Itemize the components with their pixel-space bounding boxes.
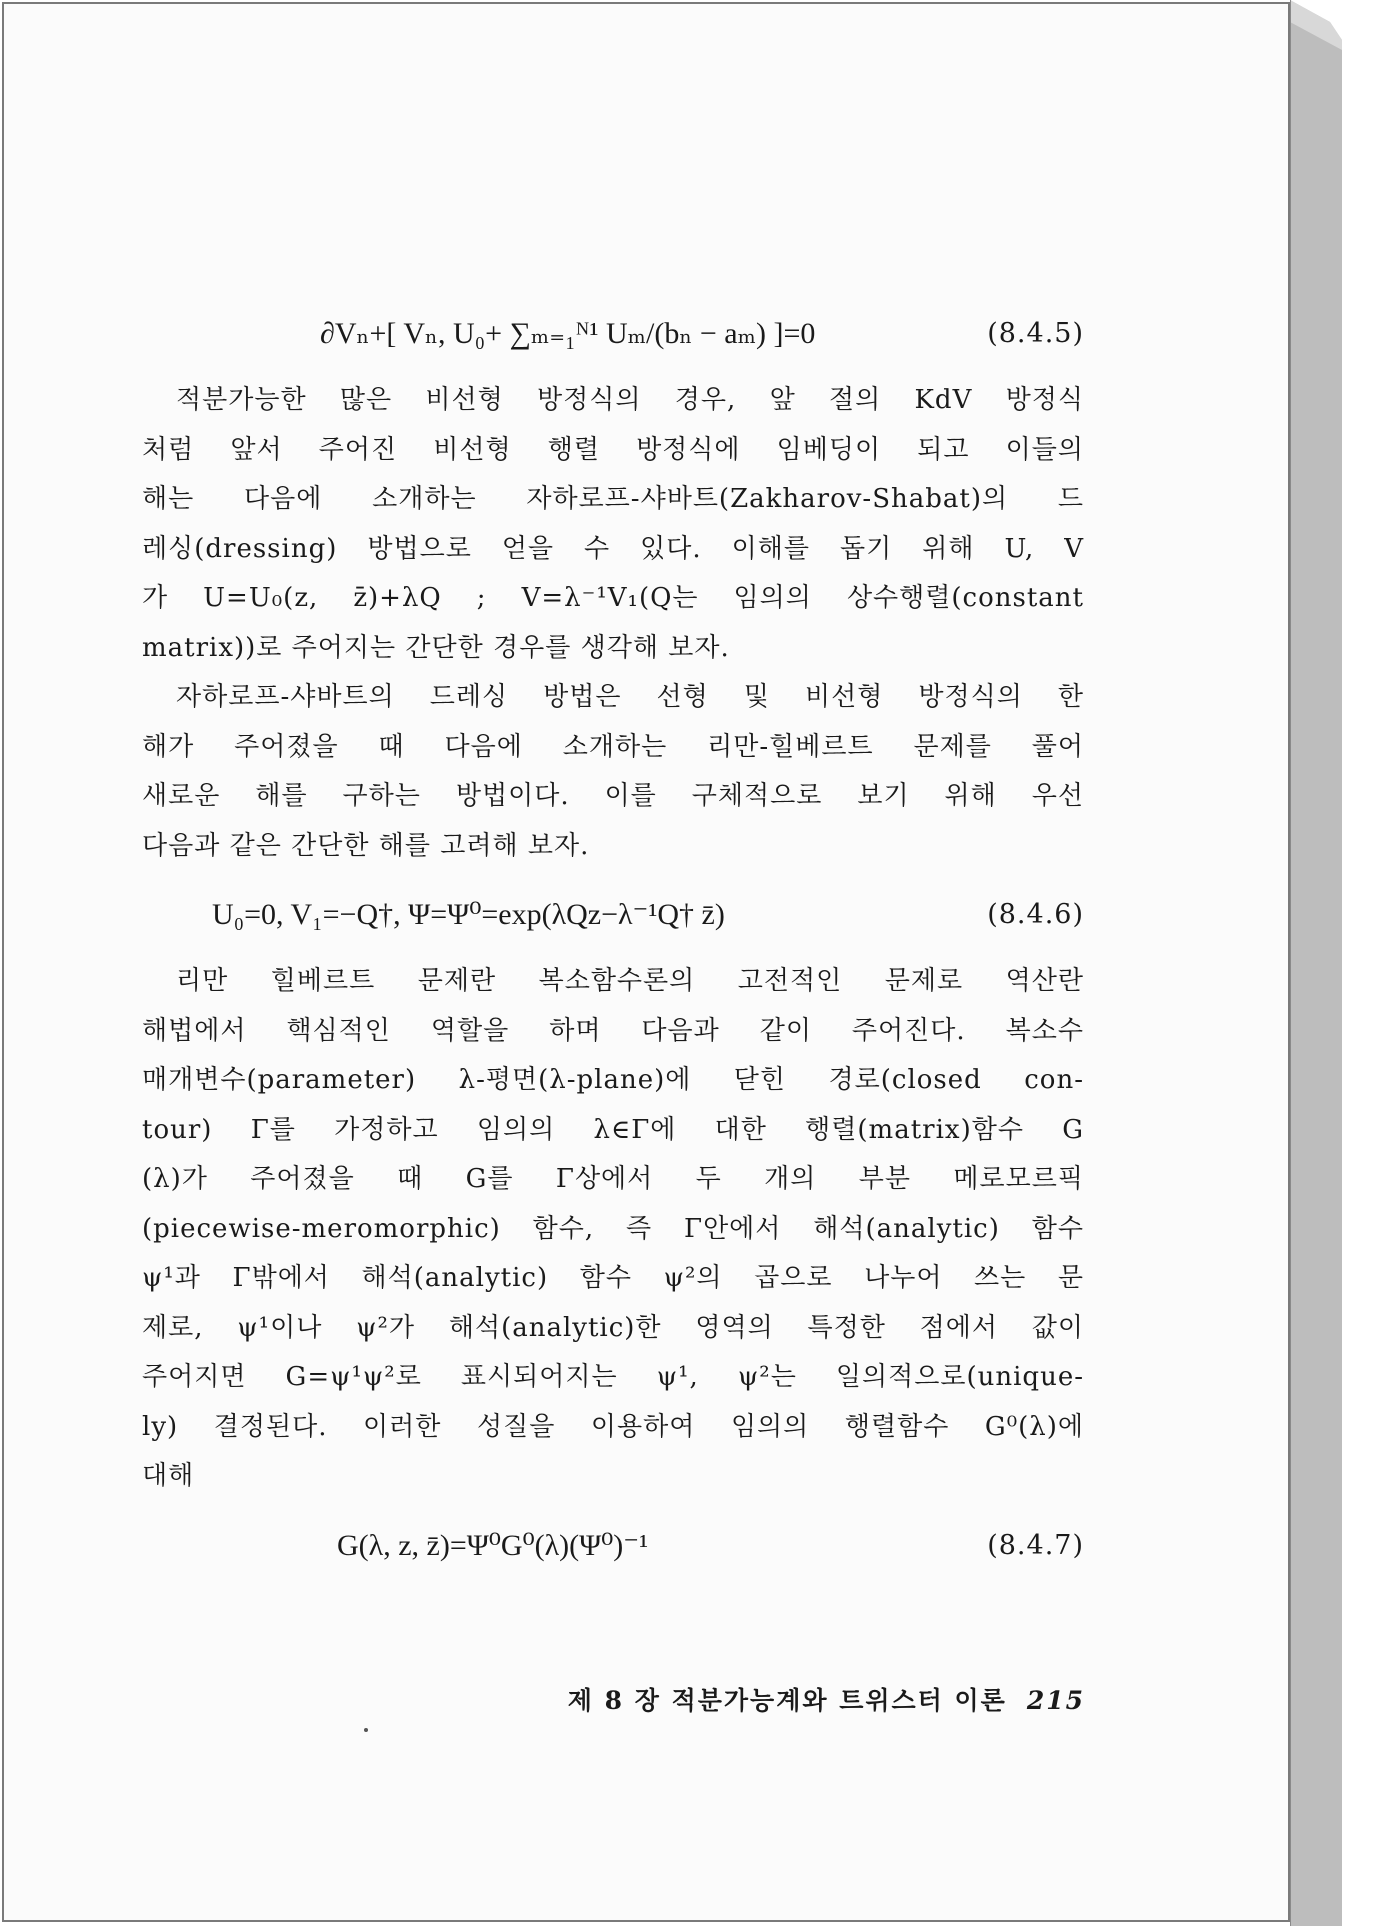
paragraph-3 [142,957,1084,1502]
text-line: tour) Γ를 가정하고 임의의 λ∈Γ에 대한 행렬(matrix)함수 G [142,1114,1084,1145]
text-line: 리만 힐베르트 문제란 복소함수론의 고전적인 문제로 역산란 [176,966,1084,996]
page-number: 215 [1026,1686,1085,1715]
text-line: 레싱(dressing) 방법으로 얻을 수 있다. 이해를 돕기 위해 U, V [142,533,1084,564]
page-edge-shading [1290,0,1342,1926]
text-line: 자하로프-샤바트의 드레싱 방법은 선형 및 비선형 방정식의 한 [176,682,1084,712]
paragraph-2 [142,673,1084,871]
equation-expression: U₀=0, V₁=−Q†, Ψ=Ψ⁰=exp(λQz−λ⁻¹Q† z̄) [212,898,725,931]
equation-number: (8.4.6) [987,899,1084,930]
equation-8-4-6 [142,871,1084,957]
text-line: 주어지면 G=ψ¹ψ²로 표시되어지는 ψ¹, ψ²는 일의적으로(unique- [142,1362,1084,1392]
text-line: 새로운 해를 구하는 방법이다. 이를 구체적으로 보기 위해 우선 [142,781,1084,811]
text-line: 해가 주어졌을 때 다음에 소개하는 리만-힐베르트 문제를 풀어 [142,731,1084,762]
text-line: 해는 다음에 소개하는 자하로프-샤바트(Zakharov-Shabat)의 드 [142,484,1084,514]
equation-expression: G(λ, z, z̄)=Ψ⁰G⁰(λ)(Ψ⁰)⁻¹ [337,1528,649,1562]
equation-number: (8.4.7) [987,1529,1084,1561]
text-line: 매개변수(parameter) λ-평면(λ-plane)에 닫힌 경로(closed con- [142,1065,1084,1095]
equation-number: (8.4.5) [987,318,1084,349]
text-line: matrix))로 주어지는 간단한 경우를 생각해 보자. [142,632,730,663]
equation-expression: ∂Vₙ+[ Vₙ, U₀+ ∑ₘ₌₁ᴺ¹ Uₘ/(bₙ − aₘ) ]=0 [320,317,816,350]
text-line: ly) 결정된다. 이러한 성질을 이용하여 임의의 행렬함수 G⁰(λ)에 [142,1411,1084,1442]
page-body [142,290,1084,1588]
equation-8-4-7 [142,1502,1084,1588]
text-line: 적분가능한 많은 비선형 방정식의 경우, 앞 절의 KdV 방정식 [176,385,1084,415]
text-line: 가 U=U₀(z, z̄)+λQ ; V=λ⁻¹V₁(Q는 임의의 상수행렬(constant [142,583,1084,613]
text-line: 처럼 앞서 주어진 비선형 행렬 방정식에 임베딩이 되고 이들의 [142,434,1084,465]
text-line: 제로, ψ¹이나 ψ²가 해석(analytic)한 영역의 특정한 점에서 값이 [142,1312,1084,1343]
running-footer [530,1681,1085,1717]
text-line: (piecewise-meromorphic) 함수, 즉 Γ안에서 해석(analytic) 함수 [142,1213,1084,1244]
equation-8-4-5 [142,290,1084,376]
scan-speck [364,1728,368,1732]
text-line: ψ¹과 Γ밖에서 해석(analytic) 함수 ψ²의 곱으로 나누어 쓰는 문 [142,1263,1084,1293]
paragraph-1 [142,376,1084,673]
text-line: 다음과 같은 간단한 해를 고려해 보자. [142,830,590,861]
text-line: (λ)가 주어졌을 때 G를 Γ상에서 두 개의 부분 메로모르픽 [142,1164,1084,1194]
chapter-title: 제 8 장 적분가능계와 트위스터 이론 [567,1686,1007,1715]
text-line: 대해 [142,1461,195,1491]
text-line: 해법에서 핵심적인 역할을 하며 다음과 같이 주어진다. 복소수 [142,1015,1084,1046]
